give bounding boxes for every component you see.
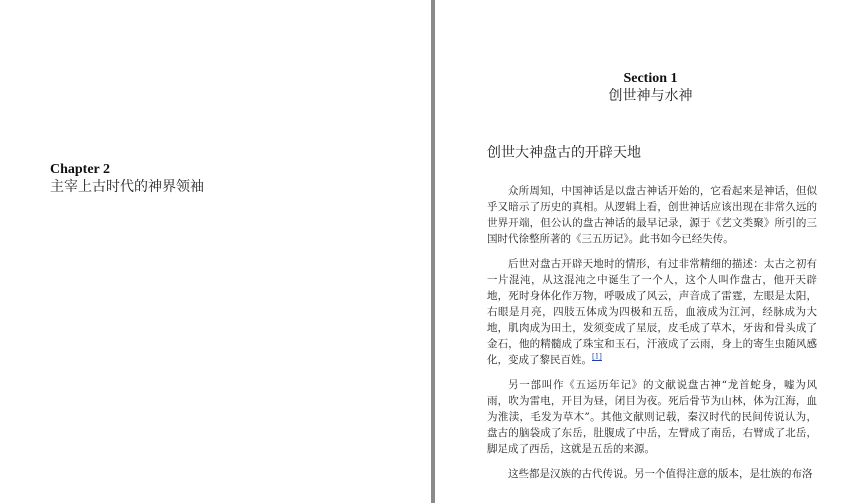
section-title: 创世神与水神 — [608, 88, 693, 104]
chapter-title: 主宰上古时代的神界领袖 — [50, 179, 204, 195]
paragraph-text: 另一部叫作《五运历年记》的文献说盘古神“龙首蛇身，嘘为风雨，吹为雷电，开目为昼，闭目为夜。死后骨节为山林，体为江海，血为淮渎，毛发为草木”。其他文献则记载，秦汉时代的民间传说认为，盘古的脑袋成了东岳，肚腹成了中岳，左臂成了南岳，右臂成了北岳，脚足成了西岳，这就是五岳的来源。 — [487, 379, 817, 455]
article-heading: 创世大神盘古的开辟天地 — [487, 145, 641, 161]
section-number: Section 1 — [623, 71, 678, 86]
footnote-link[interactable]: [1] — [592, 352, 602, 361]
paragraph-text: 后世对盘古开辟天地时的情形，有过非常精细的描述：太古之初有一片混沌，从这混沌之中诞生了一个人，这个人叫作盘古，他开天辟地，死时身体化作万物，呼吸成了风云，声音成了雷霆，左眼是太阳，右眼是月亮，四肢五体成为四极和五岳，血液成为江河，经脉成为大地，肌肉成为田土，发须变成了星辰，皮毛成了草木，牙齿和骨头成了金石，他的精髓成了珠宝和玉石，汗液成了云雨，身上的寄生虫随风感化，变成了黎民百姓。 — [487, 258, 817, 366]
paragraph-text: 这些都是汉族的古代传说。另一个值得注意的版本，是壮族的布洛 — [508, 468, 813, 480]
paragraph — [487, 256, 817, 368]
chapter-heading — [50, 162, 204, 196]
right-page — [435, 0, 866, 503]
section-heading — [435, 71, 866, 105]
body-text — [487, 183, 817, 491]
paragraph — [487, 466, 817, 482]
paragraph — [487, 183, 817, 247]
paragraph-text: 众所周知，中国神话是以盘古神话开始的，它看起来是神话，但似乎又暗示了历史的真相。从逻辑上看，创世神话应该出现在非常久远的世界开端，但公认的盘古神话的最早记录，源于《艺文类聚》所引的三国时代徐整所著的《三五历记》。此书如今已经失传。 — [487, 185, 817, 245]
chapter-number: Chapter 2 — [50, 162, 111, 177]
paragraph — [487, 377, 817, 457]
left-page — [0, 0, 431, 503]
